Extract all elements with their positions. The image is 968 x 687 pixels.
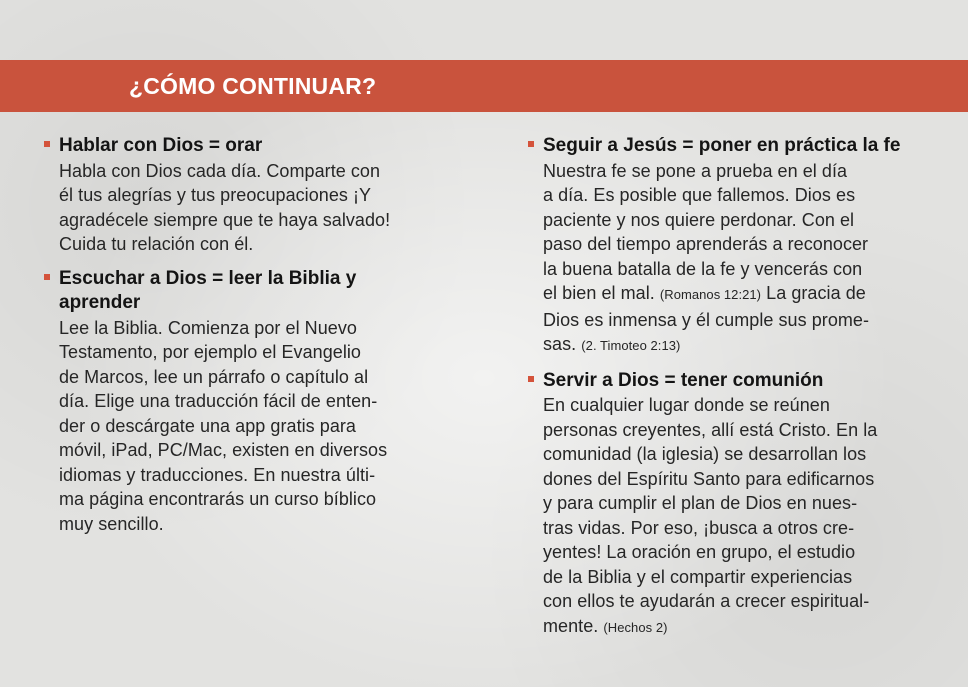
body-line: agradécele siempre que te haya salvado! <box>59 209 391 230</box>
page-title: ¿CÓMO CONTINUAR? <box>129 73 377 99</box>
list-item <box>528 134 938 359</box>
item-heading: Hablar con Dios = orar <box>59 135 263 156</box>
body-line: Habla con Dios cada día. Comparte con <box>59 160 381 181</box>
right-column <box>528 134 938 650</box>
body-line: Testamento, por ejemplo el Evangelio <box>59 342 361 362</box>
bullet-square-icon <box>528 141 534 147</box>
item-heading <box>59 267 444 316</box>
body-line: En cualquier lugar donde se reúnen <box>543 395 830 415</box>
body-line: yentes! La oración en grupo, el estudio <box>543 542 856 562</box>
list-item <box>44 134 444 257</box>
body-line: la buena batalla de la fe y vencerás con <box>543 258 863 279</box>
body-line: de la Biblia y el compartir experiencias <box>543 566 853 587</box>
bible-reference: (Romanos 12:21) <box>659 287 762 302</box>
item-body <box>543 159 938 359</box>
bullet-square-icon <box>44 141 50 147</box>
item-body <box>59 159 444 257</box>
bible-reference: (2. Timoteo 2:13) <box>581 338 681 353</box>
item-body <box>543 393 938 640</box>
body-line: a día. Es posible que fallemos. Dios es <box>543 185 856 205</box>
body-text: La gracia de <box>766 283 866 303</box>
item-heading: Seguir a Jesús = poner en práctica la fe <box>543 135 901 156</box>
body-line: personas creyentes, allí está Cristo. En la <box>543 419 878 440</box>
bible-reference: (Hechos 2) <box>603 619 668 635</box>
body-line: con ellos te ayudarán a crecer espiritual- <box>543 591 870 611</box>
body-line: de Marcos, lee un párrafo o capítulo al <box>59 366 369 387</box>
body-line: paciente y nos quiere perdonar. Con el <box>543 209 855 230</box>
list-item <box>528 369 938 641</box>
body-line <box>543 332 938 359</box>
body-line: comunidad (la iglesia) se desarrollan los <box>543 444 867 464</box>
body-line: él tus alegrías y tus preocupaciones ¡Y <box>59 185 372 205</box>
body-line: muy sencillo. <box>59 513 164 534</box>
item-heading: Servir a Dios = tener comunión <box>543 369 824 391</box>
body-line: y para cumplir el plan de Dios en nues- <box>543 493 858 513</box>
left-column <box>44 134 444 546</box>
body-line: Dios es inmensa y él cumple sus prome- <box>543 309 870 330</box>
body-line: Lee la Biblia. Comienza por el Nuevo <box>59 317 357 338</box>
item-body <box>59 316 444 537</box>
list-item <box>44 267 444 537</box>
heading-line: Escuchar a Dios = leer la Biblia y <box>59 267 357 289</box>
body-line: dones del Espíritu Santo para edificarnos <box>543 468 875 489</box>
bullet-square-icon <box>44 274 50 280</box>
body-text: mente. <box>543 615 599 636</box>
body-line: día. Elige una traducción fácil de enten- <box>59 391 378 411</box>
body-line <box>543 614 938 641</box>
body-line: tras vidas. Por eso, ¡busca a otros cre- <box>543 517 855 538</box>
body-line: Cuida tu relación con él. <box>59 234 254 254</box>
body-line: der o descárgate una app gratis para <box>59 415 356 436</box>
heading-line: aprender <box>59 292 141 313</box>
body-line: móvil, iPad, PC/Mac, existen en diversos <box>59 440 388 460</box>
bullet-square-icon <box>528 376 534 382</box>
body-line <box>543 281 938 308</box>
body-line: ma página encontrarás un curso bíblico <box>59 489 377 509</box>
title-banner <box>0 60 968 112</box>
body-line: idiomas y traducciones. En nuestra últi- <box>59 464 376 485</box>
body-text: sas. <box>543 334 577 354</box>
body-line: Nuestra fe se pone a prueba en el día <box>543 160 848 181</box>
body-text: el bien el mal. <box>543 283 655 303</box>
body-line: paso del tiempo aprenderás a reconocer <box>543 234 869 254</box>
